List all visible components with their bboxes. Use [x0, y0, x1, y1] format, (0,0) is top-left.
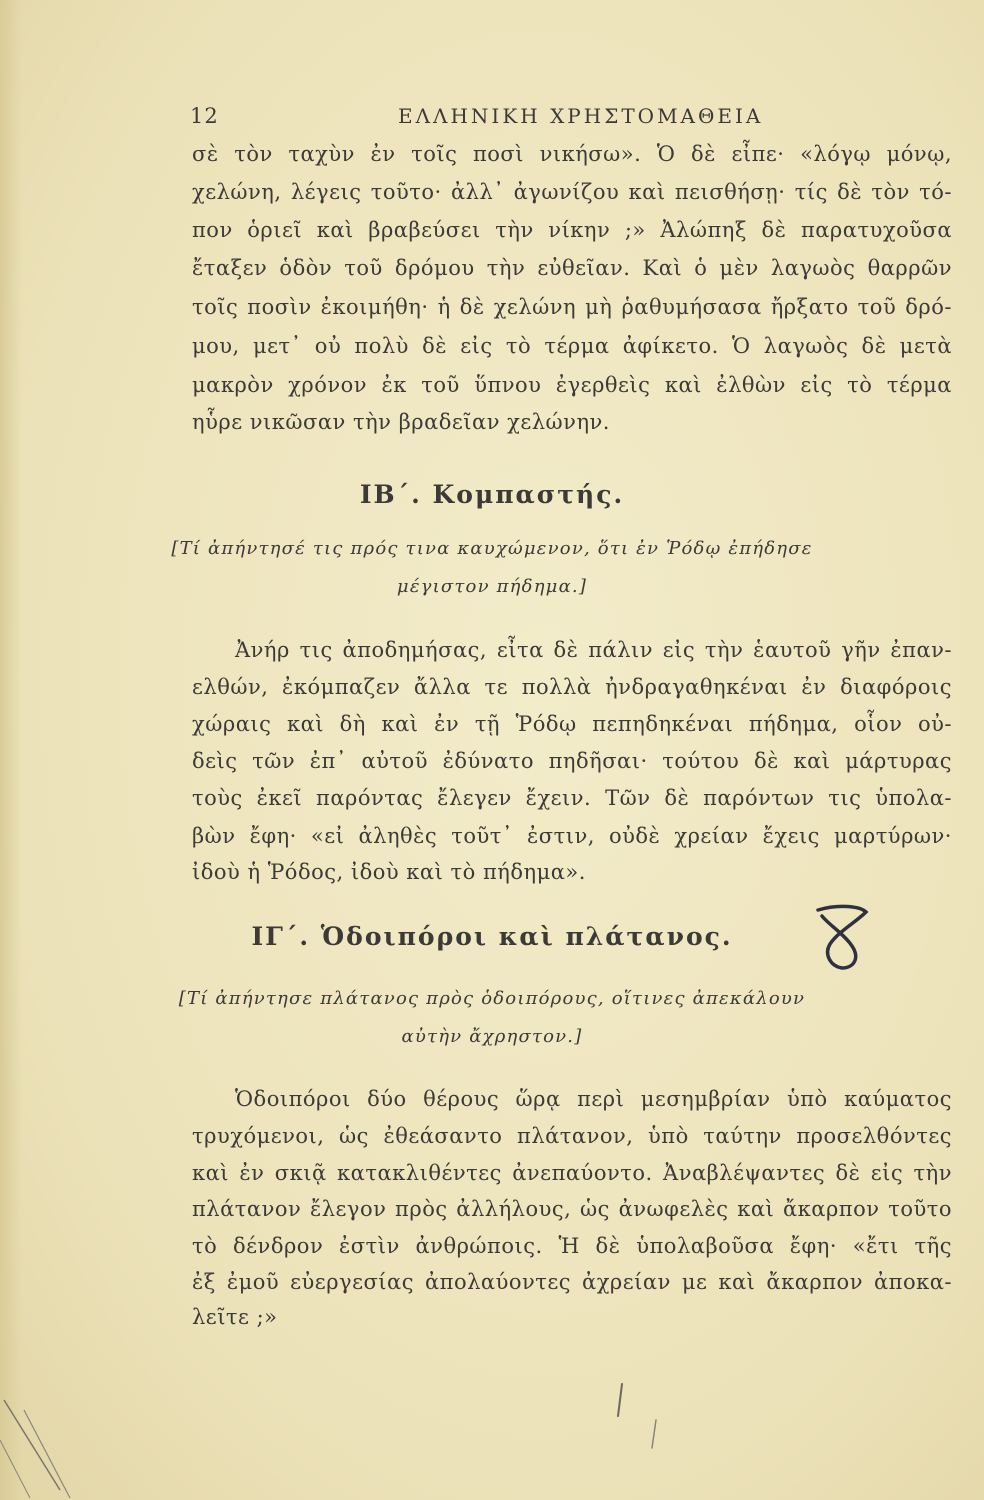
page-edge-shadow — [0, 0, 22, 1500]
text-line: τὸ δένδρον ἐστὶν ἀνθρώποις. Ἡ δὲ ὑπολαβοῦσα ἔφη· «ἔτι τῆς — [192, 1234, 952, 1258]
pencil-stroke-mark — [600, 1376, 670, 1476]
section-12-heading: ΙΒ΄. Κομπαστής. — [359, 480, 625, 509]
text-line: μου, μετ᾽ οὐ πολὺ δὲ εἰς τὸ τέρμα ἀφίκετο. Ὁ λαγωὸς δὲ μετὰ — [192, 334, 952, 358]
text-line: ἔταξεν ὁδὸν τοῦ δρόμου τὴν εὐθεῖαν. Καὶ ὁ μὲν λαγωὸς θαρρῶν — [192, 256, 952, 280]
text-line: ἰδοὺ ἡ Ῥόδος, ἰδοὺ καὶ τὸ πήδημα». — [192, 860, 586, 884]
text-line: καὶ ἐν σκιᾷ κατακλιθέντες ἀνεπαύοντο. Ἀναβλέψαντες δὲ εἰς τὴν — [192, 1161, 952, 1185]
text-line: λεῖτε ;» — [192, 1305, 278, 1329]
text-line: πλάτανον ἔλεγον πρὸς ἀλλήλους, ὡς ἀνωφελὲς καὶ ἄκαρπον τοῦτο — [192, 1197, 952, 1221]
section-13-summary-line: αὐτὴν ἄχρηστον.] — [401, 1026, 583, 1047]
text-line: ηὗρε νικῶσαν τὴν βραδεῖαν χελώνην. — [192, 410, 610, 434]
text-line: Ὁδοιπόροι δύο θέρους ὥρᾳ περὶ μεσημβρίαν ὑπὸ καύματος — [235, 1087, 952, 1111]
text-line: τρυχόμενοι, ὡς ἐθεάσαντο πλάτανον, ὑπὸ ταύτην προσελθόντες — [192, 1124, 952, 1148]
page-header — [0, 104, 984, 134]
text-line: ελθών, ἐκόμπαζεν ἄλλα τε πολλὰ ἠνδραγαθηκέναι ἐν διαφόροις — [192, 675, 952, 699]
running-title: ΕΛΛΗΝΙΚΗ ΧΡΗΣΤΟΜΑΘΕΙΑ — [398, 104, 764, 128]
text-line: σὲ τὸν ταχὺν ἐν τοῖς ποσὶ νικήσω». Ὁ δὲ εἶπε· «λόγῳ μόνῳ, — [192, 142, 952, 166]
text-line: τοῖς ποσὶν ἐκοιμήθη· ἡ δὲ χελώνη μὴ ῥαθυμήσασα ἤρξατο τοῦ δρό- — [192, 295, 952, 319]
section-12-summary-line: [Τί ἀπήντησέ τις πρός τινα καυχώμενον, ὅτι ἐν Ῥόδῳ ἐπήδησε — [171, 538, 813, 559]
section-12-summary-line: μέγιστον πήδημα.] — [396, 576, 588, 597]
handwritten-ink-mark — [808, 902, 878, 974]
page-number: 12 — [190, 104, 219, 128]
text-line: χώραις καὶ δὴ καὶ ἐν τῇ Ῥόδῳ πεπηδηκέναι πήδημα, οἷον οὐ- — [192, 712, 952, 736]
text-line: Ἀνήρ τις ἀποδημήσας, εἶτα δὲ πάλιν εἰς τὴν ἑαυτοῦ γῆν ἐπαν- — [235, 638, 952, 662]
corner-scratch-marks — [0, 1380, 160, 1500]
text-line: δεὶς τῶν ἐπ᾽ αὐτοῦ ἐδύνατο πηδῆσαι· τούτου δὲ καὶ μάρτυρας — [192, 749, 952, 773]
text-line: μακρὸν χρόνον ἐκ τοῦ ὕπνου ἐγερθεὶς καὶ ἐλθὼν εἰς τὸ τέρμα — [192, 373, 952, 397]
text-line: βὼν ἔφη· «εἰ ἀληθὲς τοῦτ᾽ ἐστιν, οὐδὲ χρείαν ἔχεις μαρτύρων· — [192, 824, 952, 848]
text-line: ἐξ ἐμοῦ εὐεργεσίας ἀπολαύοντες ἀχρείαν με καὶ ἄκαρπον ἀποκα- — [192, 1270, 952, 1294]
section-13-summary-line: [Τί ἀπήντησε πλάτανος πρὸς ὁδοιπόρους, οἵτινες ἀπεκάλουν — [178, 988, 806, 1009]
text-line: τοὺς ἐκεῖ παρόντας ἔλεγεν ἔχειν. Τῶν δὲ παρόντων τις ὑπολα- — [192, 786, 952, 810]
text-line: πον ὁριεῖ καὶ βραβεύσει τὴν νίκην ;» Ἀλώπηξ δὲ παρατυχοῦσα — [192, 218, 952, 242]
text-line: χελώνη, λέγεις τοῦτο· ἀλλ᾽ ἀγωνίζου καὶ πεισθήσῃ· τίς δὲ τὸν τό- — [192, 180, 952, 204]
section-13-heading: ΙΓ΄. Ὁδοιπόροι καὶ πλάτανος. — [251, 922, 733, 951]
